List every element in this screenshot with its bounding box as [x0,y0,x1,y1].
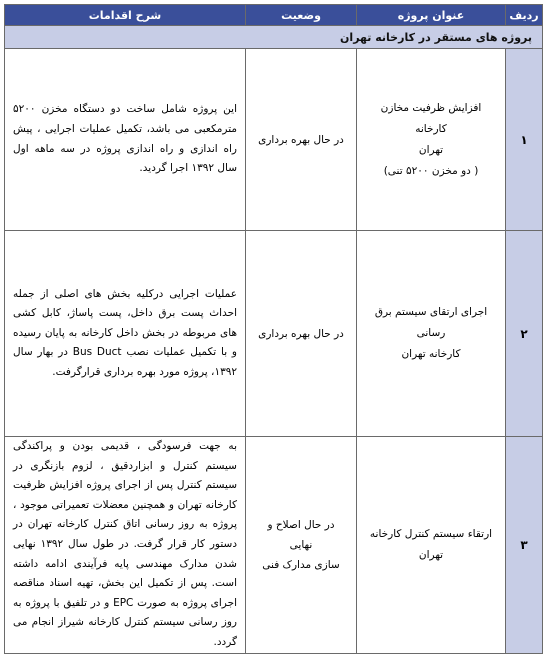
projects-table-container [4,4,542,654]
header-description: شرح اقدامات [5,5,246,26]
section-row [5,26,543,49]
project-description: عملیات اجرایی درکلیه بخش های اصلی از جمله احداث پست برق داخل، پست پاساژ، کابل کشی های مربوطه در بخش داخل کارخانه به پایان رسیده و با تکمیل عملیات نصب Bus Duct در بهار سال ۱۳۹۲، پروژه مورد بهره برداری قرارگرفت. [5,231,246,437]
table-row [5,49,543,231]
header-row-number: ردیف [506,5,543,26]
project-title-line: ( دو مخزن ۵۲۰۰ تنی) [383,164,479,177]
project-title [357,49,506,231]
header-row [5,5,543,26]
project-title [357,231,506,437]
project-description: این پروژه شامل ساخت دو دستگاه مخزن ۵۲۰۰ مترمکعبی می باشد، تکمیل عملیات اجرایی ، پیش راه اندازی و راه اندازی پروژه در سه ماهه اول سال ۱۳۹۲ اجرا گردید. [5,49,246,231]
row-number: ۲ [506,231,543,437]
project-title [357,437,506,654]
table-row [5,231,543,437]
project-description: به جهت فرسودگی ، قدیمی بودن و پراکندگی سیستم کنترل و ابزاردقیق ، لزوم بازنگری در سیستم کنترل پس از اجرای پروژه افزایش ظرفیت کارخانه تهران و همچنین معضلات تعمیراتی موجود ، پروژه به روز رسانی اتاق کنترل کارخانه تهران در دستور کار قرار گرفت. در طول سال ۱۳۹۲ نهایی شدن مدارک مهندسی پایه فرآیندی ادامه داشته است. پس از تکمیل این بخش، تهیه اسناد مناقصه اجرای پروژه به صورت EPC و در تلفیق با پروژه به روز رسانی سیستم کنترل کارخانه شیراز انجام می گردد. [5,437,246,654]
projects-table [4,4,543,654]
header-project-title: عنوان پروژه [357,5,506,26]
project-status: در حال بهره برداری [246,49,357,231]
project-title-line: کارخانه تهران [401,348,461,360]
row-number: ۱ [506,49,543,231]
project-status [246,437,357,654]
project-title-line: ارتقاء سیستم کنترل کارخانه [369,527,493,540]
project-title-line: افزایش ظرفیت مخازن کارخانه [380,101,482,135]
section-title: پروژه های مستقر در کارخانه تهران [5,26,543,49]
project-status: در حال بهره برداری [246,231,357,437]
header-status: وضعیت [246,5,357,26]
table-row [5,437,543,654]
project-title-line: تهران [418,143,444,156]
row-number: ۳ [506,437,543,654]
project-status-line: سازی مدارک فنی [262,558,340,571]
project-title-line: اجرای ارتقای سیستم برق رسانی [374,306,488,339]
project-title-line: تهران [418,548,444,561]
project-status-line: در حال اصلاح و نهایی [267,518,335,551]
